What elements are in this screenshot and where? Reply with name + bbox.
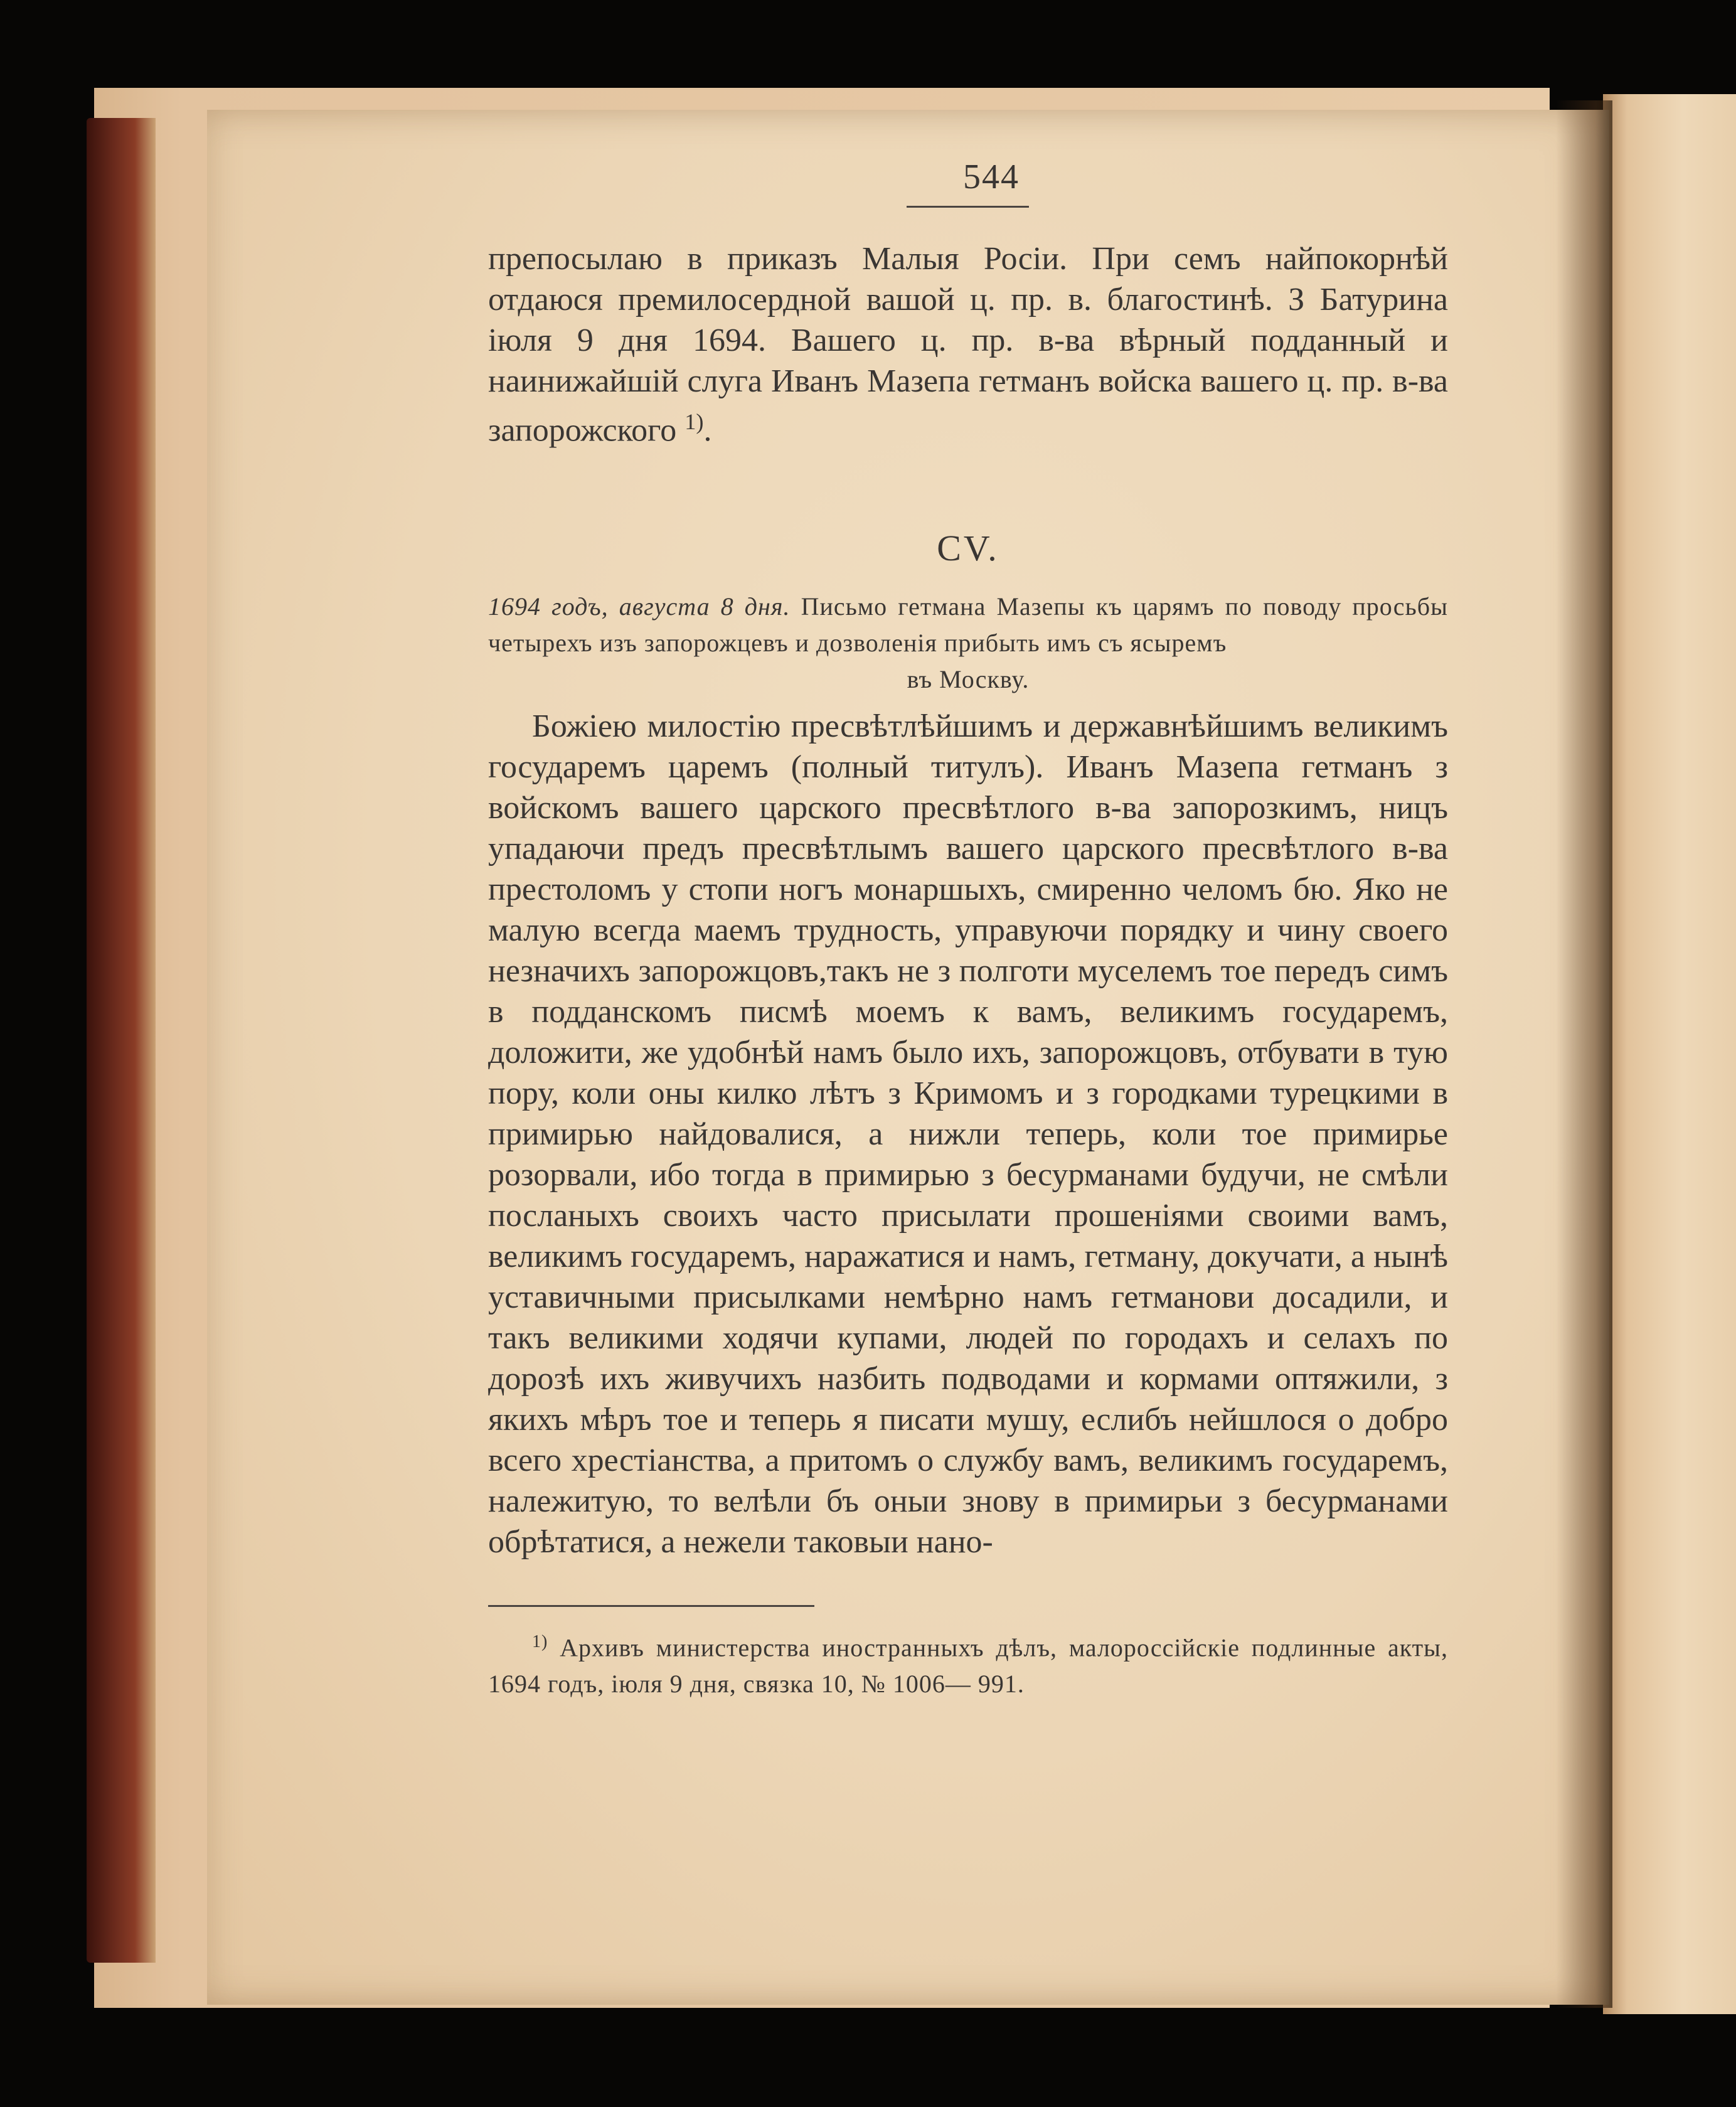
section-heading: CV. bbox=[937, 528, 999, 568]
page-gutter-shadow bbox=[1556, 100, 1612, 2008]
footnote-mark: 1) bbox=[532, 1632, 548, 1651]
footnote bbox=[488, 1624, 1448, 1702]
letter-paragraph: Божіею милостію пресвѣтлѣйшимъ и державнѣйшимъ великимъ государемъ царемъ (полный титулъ). Иванъ Мазепа гетманъ з войскомъ вашего царского пресвѣтлого в-ва запорозкимъ, ницъ упадаючи предъ пресвѣтлымъ вашего царского пресвѣтлого в-ва престоломъ у стопи ногъ монаршыхъ, смиренно челомъ бю. Яко не малую всегда маемъ трудность, управуючи порядку и чину своего незначихъ запорожцовъ,такъ не з полготи муселемъ тое передъ симъ в подданскомъ писмѣ моемъ к вамъ, великимъ государемъ, доложити, же удобнѣй намъ было ихъ, запорожцовъ, отбувати в тую пору, коли оны килко лѣтъ з Кримомъ и з городками турецкими в примирью найдовалися, а нижли теперь, коли тое примирье розорвали, ибо тогда в примирью з бесурманами будучи, не смѣли посланыхъ своихъ часто присылати прошеніями своими вамъ, великимъ государемъ, наражатися и намъ, гетману, докучати, а нынѣ уставичными присылками немѣрно намъ гетманови досадили, и такъ великими ходячи купами, людей по городахъ и селахъ по дорозѣ ихъ живучихъ назбить подводами и кормами оптяжили, з якихъ мѣръ тое и теперь я писати мушу, еслибъ нейшлося о добро всего хрестіанства, а притомъ о службу вамъ, великимъ государемъ, належитую, то велѣли бъ оныи знову в примирьи з бесурманами обрѣтатися, а нежели таковыи нано- bbox=[488, 708, 1448, 1560]
facing-page bbox=[1603, 94, 1736, 2014]
footnote-rule bbox=[488, 1605, 814, 1607]
footnote-reference: 1) bbox=[684, 409, 704, 434]
letter-body bbox=[488, 706, 1448, 1562]
letter-continuation bbox=[488, 238, 1448, 451]
summary-last-line: въ Москву. bbox=[907, 665, 1030, 693]
document-summary bbox=[488, 589, 1448, 698]
page-number: 544 bbox=[963, 157, 1020, 196]
footnote-text: Архивъ министерства иностранныхъ дѣлъ, малороссійскіе подлинные акты, 1694 годъ, іюля 9 дня, связка 10, № 1006— 991. bbox=[488, 1633, 1448, 1699]
page-number-rule bbox=[907, 206, 1029, 208]
summary-date: 1694 годъ, августа 8 дня. bbox=[488, 592, 791, 621]
book-cover bbox=[87, 118, 156, 1963]
continuation-text: препосылаю в приказъ Малыя Росіи. При семъ найпокорнѣй отдаюся премилосердной вашой ц. пр. в. благостинѣ. З Батурина іюля 9 дня 1694. Вашего ц. пр. в-ва вѣрный подданный и наинижайшій слуга Иванъ Мазепа гетманъ войска вашего ц. пр. в-ва запорожского bbox=[488, 241, 1448, 449]
summary-text: Письмо гетмана Мазепы къ царямъ по поводу просьбы четырехъ изъ запорожцевъ и дозволенія прибыть имъ съ ясыремъ bbox=[488, 592, 1449, 657]
continuation-end: . bbox=[703, 412, 712, 449]
